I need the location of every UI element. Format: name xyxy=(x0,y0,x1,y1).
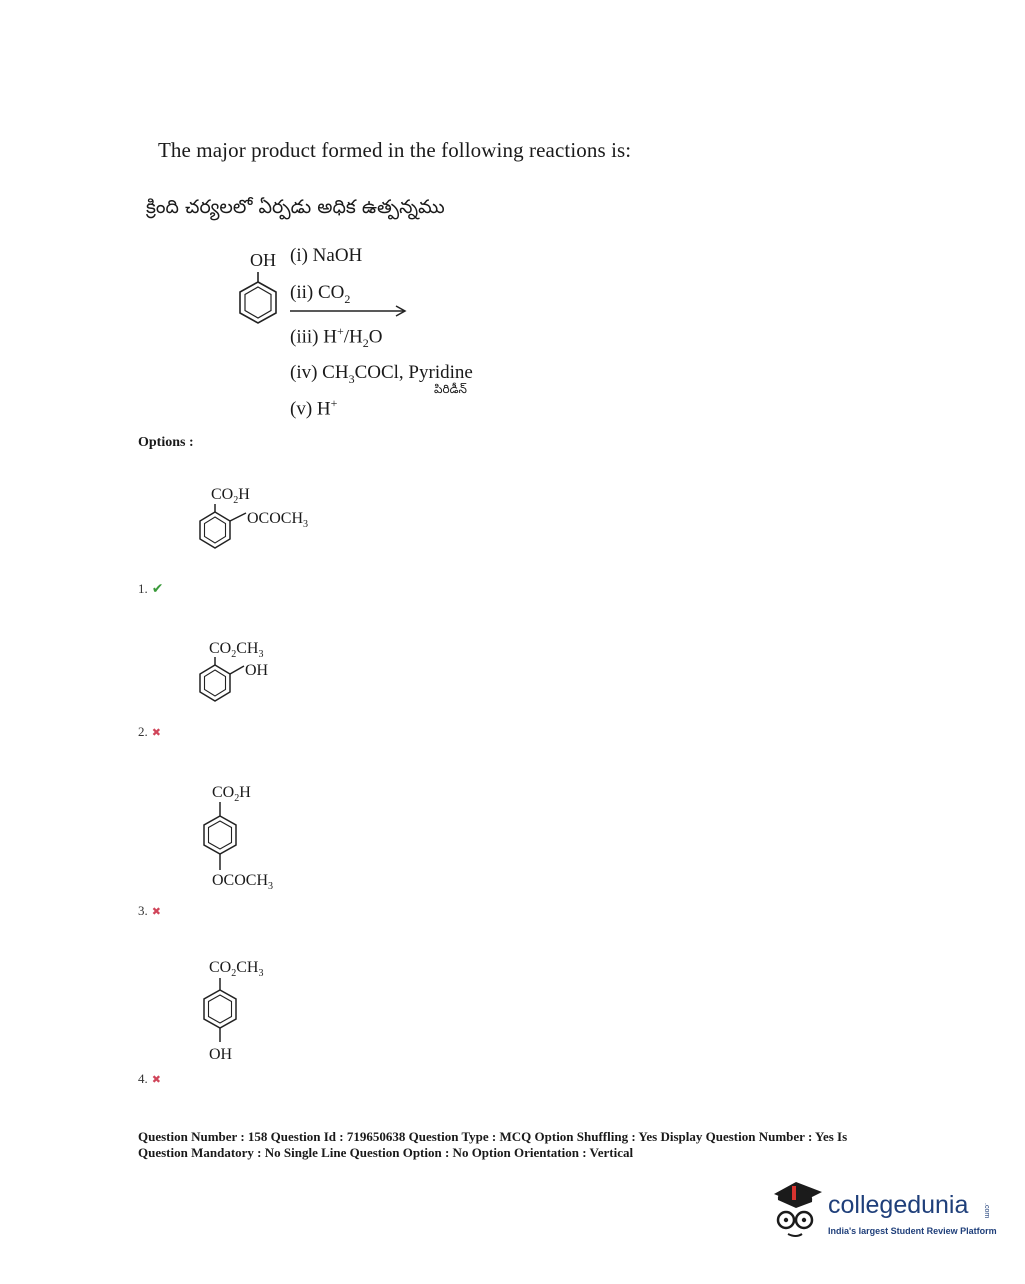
question-text-en: The major product formed in the following reactions is: xyxy=(158,138,632,162)
reagent-step-1: (i) NaOH xyxy=(290,245,363,266)
cross-icon: ✖ xyxy=(151,726,161,739)
option-3-top-group: $CO_2H$ xyxy=(212,784,251,805)
reagent-step-3: (iii) $H^+/H_2O$ xyxy=(290,324,383,351)
option-2-structure xyxy=(196,657,252,709)
reagent-step-2: (ii) $CO_2$ xyxy=(290,282,351,306)
option-3-bottom-group: $OCOCH_3$ xyxy=(212,872,274,893)
option-4-top-group: $CO_2CH_3$ xyxy=(209,959,264,980)
brand-name: collegedunia xyxy=(828,1191,969,1219)
option-1-side-group: $OCOCH_3$ xyxy=(247,510,309,531)
option-3-structure xyxy=(200,802,240,876)
reagent-step-4-te: పిరిడీన్ xyxy=(434,382,467,396)
option-4-row[interactable] xyxy=(138,1070,161,1088)
option-3-row[interactable] xyxy=(138,902,161,920)
reaction-arrow xyxy=(290,304,410,318)
reagent-step-4: (iv) $CH_3COCl$, Pyridine xyxy=(290,362,473,386)
brand-suffix: .com xyxy=(983,1203,990,1219)
option-1-top-group: $CO_2H$ xyxy=(211,486,250,507)
brand-tagline: India's largest Student Review Platform xyxy=(828,1226,997,1236)
question-metadata xyxy=(138,1129,898,1161)
option-1-structure xyxy=(196,504,252,556)
option-2-side-group: OH xyxy=(245,662,269,679)
option-1-number: 1. xyxy=(138,581,148,596)
check-icon: ✔ xyxy=(151,581,164,597)
metadata-line-1: Question Number : 158 Question Id : 719650638 Question Type : MCQ Option Shuffling : Yes Display Question Number : Yes Is xyxy=(138,1129,848,1144)
reactant-substituent: OH xyxy=(250,250,276,270)
option-4-structure xyxy=(200,978,240,1046)
metadata-line-2: Question Mandatory : No Single Line Question Option : No Option Orientation : Vertical xyxy=(138,1145,634,1160)
cross-icon: ✖ xyxy=(151,905,161,918)
option-2-number: 2. xyxy=(138,724,148,739)
mascot-logo-icon xyxy=(766,1178,828,1248)
option-4-number: 4. xyxy=(138,1071,148,1086)
cross-icon: ✖ xyxy=(151,1073,161,1086)
option-2-row[interactable] xyxy=(138,723,161,741)
reagent-step-5: (v) H+ xyxy=(290,396,338,420)
phenol-structure xyxy=(236,272,280,332)
option-1-row[interactable] xyxy=(138,580,163,598)
option-2-top-group: $CO_2CH_3$ xyxy=(209,640,264,661)
option-3-number: 3. xyxy=(138,903,148,918)
options-label: Options : xyxy=(138,435,194,450)
question-text-te: క్రింది చర్యలలో ఏర్పడు అధిక ఉత్పన్నము xyxy=(146,196,445,218)
option-4-bottom-group: OH xyxy=(209,1046,233,1063)
